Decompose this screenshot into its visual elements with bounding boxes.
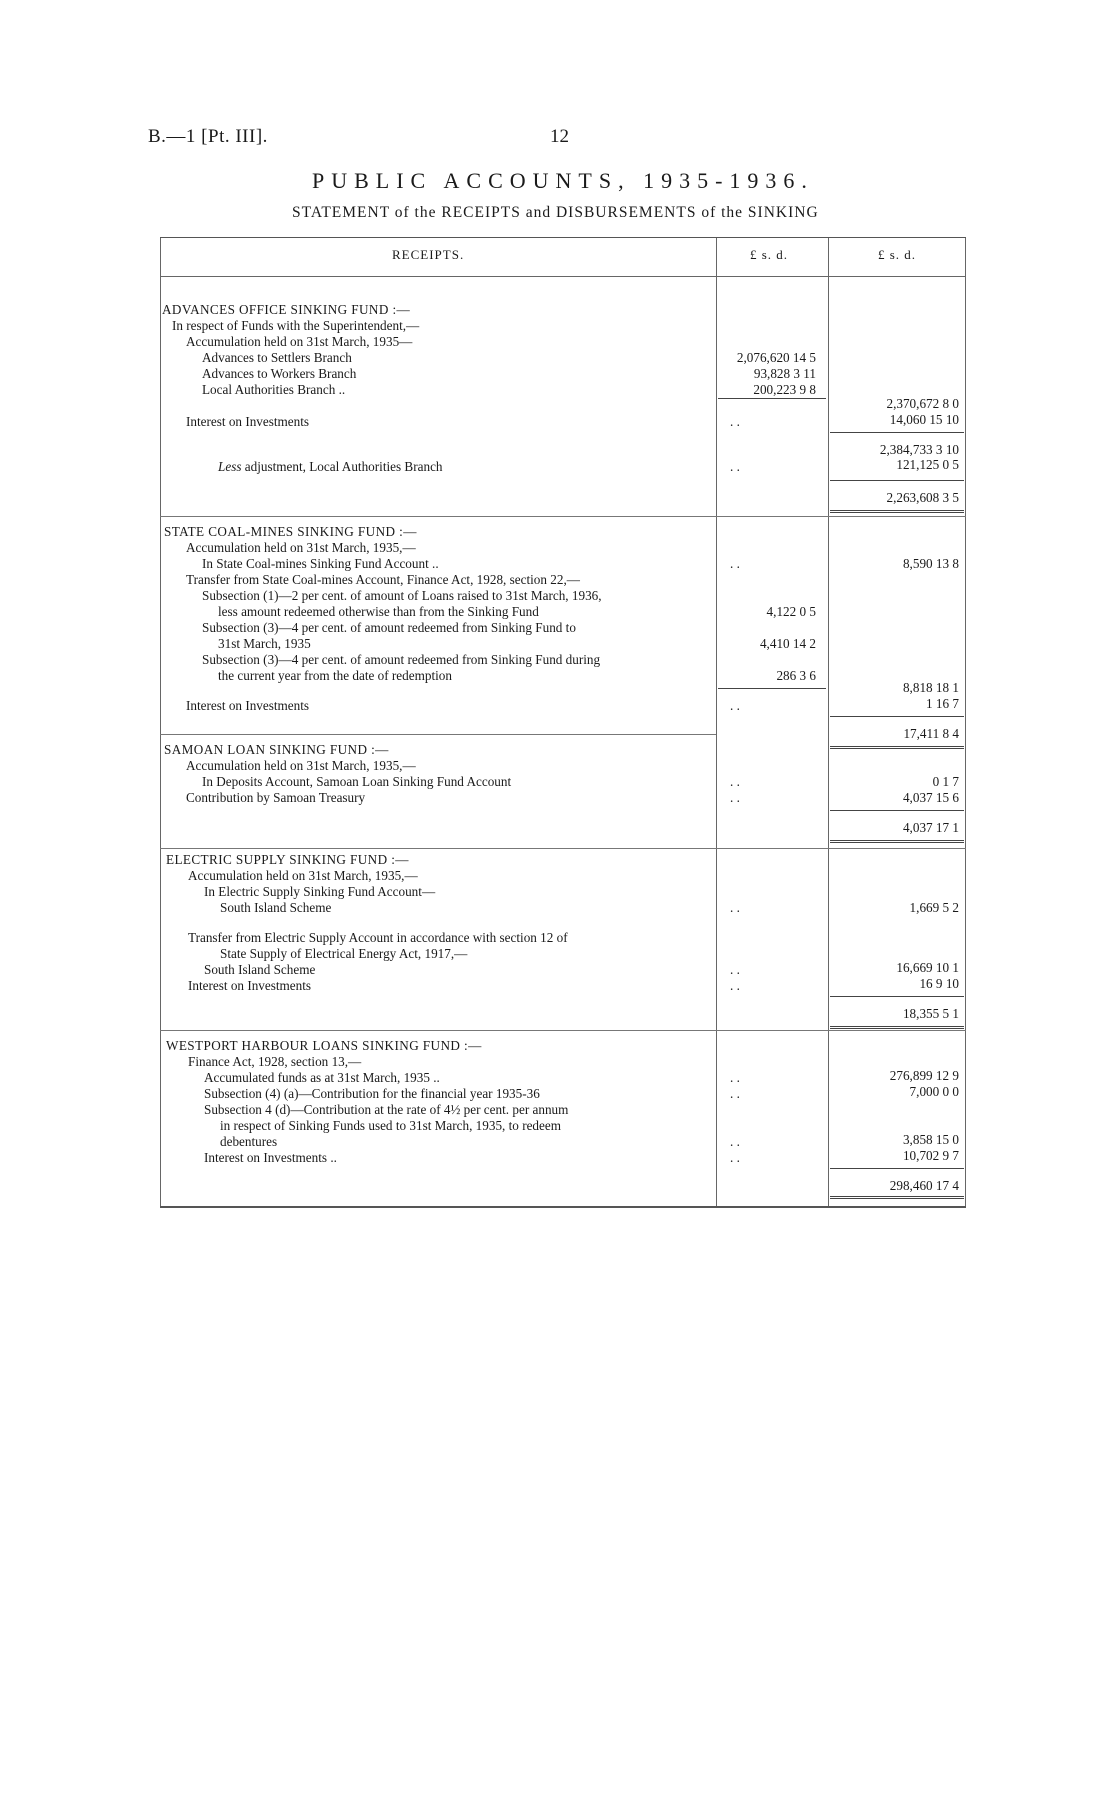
amount-col2: 2,370,672 8 0	[886, 396, 959, 411]
amount-col2: 1 16 7	[926, 696, 959, 711]
dot-leader: . .	[730, 962, 740, 977]
dot-leader: . .	[730, 978, 740, 993]
col2-header: £ s. d.	[878, 247, 917, 262]
section-title: STATE COAL-MINES SINKING FUND :—	[164, 524, 417, 539]
line-text: Less adjustment, Local Authorities Branch	[218, 459, 443, 474]
amount-col1: 93,828 3 11	[753, 366, 816, 381]
section-title: ELECTRIC SUPPLY SINKING FUND :—	[166, 852, 409, 867]
line-text: South Island Scheme	[220, 900, 332, 915]
line-text: In respect of Funds with the Superintendent,—	[172, 318, 420, 333]
amount-col2: 276,899 12 9	[889, 1068, 959, 1083]
line-text: Interest on Investments	[188, 978, 312, 993]
amount-col2: 4,037 17 1	[902, 820, 959, 835]
dot-leader: . .	[730, 1134, 740, 1149]
line-text: South Island Scheme	[204, 962, 316, 977]
line-text: Advances to Settlers Branch	[202, 350, 352, 365]
page-title: PUBLIC ACCOUNTS, 1935-1936.	[312, 168, 814, 193]
line-text: the current year from the date of redemption	[218, 668, 452, 683]
amount-col2: 1,669 5 2	[909, 900, 959, 915]
line-text: less amount redeemed otherwise than from the Sinking Fund	[218, 604, 539, 619]
col1-header: £ s. d.	[750, 247, 789, 262]
dot-leader: . .	[730, 698, 740, 713]
dot-leader: . .	[730, 1086, 740, 1101]
dot-leader: . .	[730, 1150, 740, 1165]
amount-col2: 16 9 10	[919, 976, 959, 991]
amount-col2: 2,263,608 3 5	[886, 490, 959, 505]
dot-leader: . .	[730, 414, 740, 429]
amount-col2: 18,355 5 1	[902, 1006, 959, 1021]
line-text: 31st March, 1935	[218, 636, 311, 651]
line-text: Transfer from State Coal-mines Account, Finance Act, 1928, section 22,—	[186, 572, 580, 587]
page-reference: B.—1 [Pt. III].	[148, 126, 268, 147]
amount-col1: 4,410 14 2	[759, 636, 816, 651]
amount-col2: 10,702 9 7	[902, 1148, 959, 1163]
amount-col2: 8,590 13 8	[902, 556, 959, 571]
dot-leader: . .	[730, 790, 740, 805]
dot-leader: . .	[730, 459, 740, 474]
line-text: Accumulated funds as at 31st March, 1935 ..	[204, 1070, 440, 1085]
line-text: in respect of Sinking Funds used to 31st March, 1935, to redeem	[220, 1118, 561, 1133]
amount-col2: 17,411 8 4	[903, 726, 959, 741]
amount-col2: 14,060 15 10	[889, 412, 959, 427]
line-text: debentures	[220, 1134, 278, 1149]
line-text: Subsection (4) (a)—Contribution for the financial year 1935-36	[204, 1086, 540, 1101]
dot-leader: . .	[730, 774, 740, 789]
amount-col2: 298,460 17 4	[889, 1178, 959, 1193]
line-text: Local Authorities Branch ..	[202, 382, 346, 397]
amount-col2: 121,125 0 5	[896, 457, 959, 472]
page-number: 12	[550, 126, 569, 147]
line-text: Finance Act, 1928, section 13,—	[188, 1054, 362, 1069]
line-text: State Supply of Electrical Energy Act, 1917,—	[220, 946, 468, 961]
amount-col2: 3,858 15 0	[902, 1132, 959, 1147]
line-text: In Electric Supply Sinking Fund Account—	[204, 884, 436, 899]
line-text: Interest on Investments ..	[204, 1150, 337, 1165]
amount-col1: 4,122 0 5	[766, 604, 816, 619]
line-text: Accumulation held on 31st March, 1935,—	[186, 540, 416, 555]
line-text: Interest on Investments	[186, 414, 310, 429]
line-text: In Deposits Account, Samoan Loan Sinking Fund Account	[202, 774, 512, 789]
dot-leader: . .	[730, 1070, 740, 1085]
line-text: Advances to Workers Branch	[202, 366, 357, 381]
section-title: ADVANCES OFFICE SINKING FUND :—	[162, 302, 411, 317]
amount-col2: 16,669 10 1	[896, 960, 959, 975]
amount-col1: 200,223 9 8	[753, 382, 816, 397]
statement-subtitle: STATEMENT of the RECEIPTS and DISBURSEMENTS of the SINKING	[292, 204, 819, 221]
dot-leader: . .	[730, 556, 740, 571]
amount-col2: 8,818 18 1	[902, 680, 959, 695]
line-text: Subsection (1)—2 per cent. of amount of Loans raised to 31st March, 1936,	[202, 588, 602, 603]
line-text: Accumulation held on 31st March, 1935,—	[186, 758, 416, 773]
amount-col1: 286 3 6	[776, 668, 816, 683]
section-title: SAMOAN LOAN SINKING FUND :—	[164, 742, 389, 757]
receipts-column-header: RECEIPTS.	[392, 247, 465, 262]
line-text: Subsection (3)—4 per cent. of amount redeemed from Sinking Fund during	[202, 652, 601, 667]
line-text: Subsection 4 (d)—Contribution at the rate of 4½ per cent. per annum	[204, 1102, 569, 1117]
amount-col2: 2,384,733 3 10	[879, 442, 959, 457]
dot-leader: . .	[730, 900, 740, 915]
section-title: WESTPORT HARBOUR LOANS SINKING FUND :—	[166, 1038, 482, 1053]
amount-col2: 7,000 0 0	[909, 1084, 959, 1099]
line-text: Accumulation held on 31st March, 1935,—	[188, 868, 418, 883]
line-text: Accumulation held on 31st March, 1935—	[186, 334, 413, 349]
amount-col1: 2,076,620 14 5	[736, 350, 816, 365]
line-text: In State Coal-mines Sinking Fund Account ..	[202, 556, 439, 571]
line-text: Contribution by Samoan Treasury	[186, 790, 366, 805]
line-text: Subsection (3)—4 per cent. of amount redeemed from Sinking Fund to	[202, 620, 576, 635]
line-text: Transfer from Electric Supply Account in accordance with section 12 of	[188, 930, 568, 945]
line-text: Interest on Investments	[186, 698, 310, 713]
amount-col2: 0 1 7	[932, 774, 959, 789]
amount-col2: 4,037 15 6	[902, 790, 959, 805]
